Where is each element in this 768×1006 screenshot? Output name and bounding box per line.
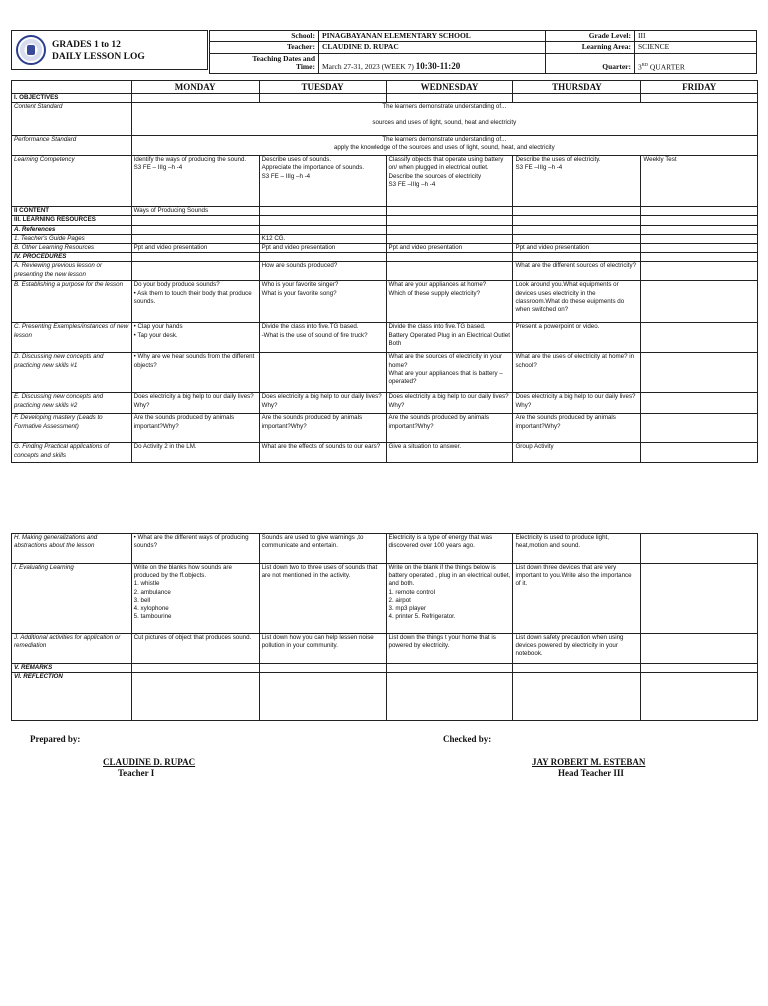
table-row [12,281,758,323]
day-tuesday: TUESDAY [259,81,386,94]
table-row [12,673,758,721]
cell-text: List down three devices that are very important to you.Write also the importance of it. [515,564,632,588]
cell-text: Write on the blanks how sounds are produced by the ff.objects. [133,564,232,580]
day-monday: MONDAY [131,81,259,94]
cell-text: Classify objects that operate using battery on/ when plugged in electrical outlet. [388,156,504,172]
cell-text: -What is the use of sound of fire truck? [261,331,368,339]
purpose-tuesday [259,281,386,323]
procedures-heading: IV. PROCEDURES [12,253,132,262]
lesson-log-table-part1 [11,80,758,463]
table-row [12,243,758,252]
day-thursday: THURSDAY [513,81,641,94]
title-line-2: DAILY LESSON LOG [52,51,145,62]
teacher-label: Teacher: [210,42,319,53]
area-value: SCIENCE [635,42,757,53]
table-row [12,634,758,664]
mastery-tuesday: Are the sounds produced by animals important?Why? [259,414,386,443]
document-title [52,40,145,64]
cell-text: 1. remote control [388,588,435,596]
cell-text: Weekly Test [643,156,677,164]
generalizations-tuesday: Sounds are used to give warnings ,to communicate and entertain. [259,534,386,564]
dates-label-line1: Teaching Dates and [252,53,315,63]
evaluating-monday [131,564,259,634]
practical-tuesday: What are the effects of sounds to our ears? [259,443,386,463]
content-standard-value [131,103,757,136]
evaluating-thursday [513,564,641,634]
reviewing-thursday: What are the different sources of electricity? [513,262,641,281]
table-row [12,216,758,225]
deped-seal-icon [16,35,46,65]
discussing1-wednesday [386,353,513,393]
other-resources-wednesday: Ppt and video presentation [386,243,513,252]
quarter-superscript: RD [641,61,649,67]
performance-standard-label: Performance Standard [12,136,132,156]
table-row [12,262,758,281]
remarks-heading: V. REMARKS [12,664,132,673]
cell-text: Appreciate the importance of sounds. [261,164,365,172]
cell-text: Divide the class into five.TG based. [261,323,359,331]
lesson-log-table-part2 [11,533,758,721]
teacher-value: CLAUDINE D. RUPAC [319,42,546,53]
evaluating-wednesday [386,564,513,634]
cell-text: Divide the class into five.TG based. [388,323,486,331]
cell-text: What is your favorite song? [261,289,337,297]
table-row [12,564,758,634]
generalizations-wednesday: Electricity is a type of energy that was discovered over 100 years ago. [386,534,513,564]
cell-text: 4. printer 5. Refrigerator. [388,613,456,621]
cell-text: Look around you.What equipments or devices uses electricity in the classroom.What do these euipments do when switched on? [515,281,625,313]
quarter-value [635,53,757,73]
generalizations-label: H. Making generalizations and abstractions about the lesson [12,534,132,564]
cell-text: Who is your favorite singer? [261,281,339,289]
cell-text: • Why are we hear sounds from the different objects? [133,353,255,369]
evaluating-label: I. Evaluating Learning [12,564,132,634]
reviewing-label: A. Reviewing previous lesson or presenting the new lesson [12,262,132,281]
table-row [12,94,758,103]
purpose-wednesday [386,281,513,323]
mastery-monday: Are the sounds produced by animals important?Why? [131,414,259,443]
cell-text: What are the uses of electricity at home? in school? [515,353,635,369]
generalizations-thursday: Electricity is used to produce light, heat,motion and sound. [513,534,641,564]
cell-text: 2. airpot [388,596,411,604]
cell-text: Battery Operated Plug in an Electrical Outlet Both [388,331,510,347]
table-row [12,323,758,353]
checked-by-title: Head Teacher III [558,768,624,778]
generalizations-monday: • What are the different ways of producing sounds? [131,534,259,564]
additional-thursday: List down safety precaution when using devices powered by electricity in your notebook. [513,634,641,664]
discussing2-monday: Does electricity a big help to our daily lives?Why? [131,393,259,414]
cell-text: 4. xylophone [133,604,169,612]
table-row [12,393,758,414]
reflection-heading: VI. REFLECTION [12,673,132,721]
cell-text: S3 FE – IIIg –h -4 [261,172,311,180]
competency-friday [641,156,758,207]
cell-text: Identify the ways of producing the sound. [133,156,247,164]
content-standard-label: Content Standard [12,103,132,136]
quarter-text: QUARTER [649,62,685,72]
area-label: Learning Area: [546,42,635,53]
cell-text: Which of these supply electricity? [388,289,481,297]
header-info-table [209,30,757,74]
table-row [12,534,758,564]
cell-text: List down two to three uses of sounds that are not mentioned in the activity. [261,564,378,580]
teachers-guide-tuesday: K12 CG. [259,234,386,243]
cell-text: 3. bell [133,596,151,604]
table-row [12,353,758,393]
quarter-number: 3 [638,62,642,72]
title-line-1: GRADES 1 to 12 [52,40,121,50]
school-label: School: [210,31,319,42]
practical-monday: Do Activity 2 in the LM. [131,443,259,463]
additional-wednesday: List down the things t your home that is powered by electricity. [386,634,513,664]
performance-standard-line1: The learners demonstrate understanding of... [382,136,507,144]
cell-text: 3. mp3 player [388,604,427,612]
practical-thursday: Group Activity [513,443,641,463]
discussing1-label: D. Discussing new concepts and practicing new skills #1 [12,353,132,393]
day-header-row [12,81,758,94]
reviewing-tuesday: How are sounds produced? [259,262,386,281]
cell-text: S3 FE –IIIg –h -4 [515,164,563,172]
table-row [12,253,758,262]
day-wednesday: WEDNESDAY [386,81,513,94]
purpose-monday [131,281,259,323]
table-row [12,225,758,234]
discussing2-tuesday: Does electricity a big help to our daily lives?Why? [259,393,386,414]
presenting-label: C. Presenting Examples/instances of new lesson [12,323,132,353]
competency-tuesday [259,156,386,207]
cell-text: Write on the blank if the things below is battery operated , plug in an electrical outlet, and both. [388,564,511,588]
cell-text: • Clap your hands [133,323,183,331]
table-row [12,103,758,136]
cell-text: What are your appliances that is battery –operated? [388,369,503,385]
other-resources-label: B. Other Learning Resources [12,243,132,252]
table-row [12,136,758,156]
objectives-heading: I. OBJECTIVES [12,94,132,103]
discussing1-monday [131,353,259,393]
other-resources-tuesday: Ppt and video presentation [259,243,386,252]
discussing2-label: E. Discussing new concepts and practicing new skills #2 [12,393,132,414]
presenting-wednesday [386,323,513,353]
dates-value [319,53,546,73]
mastery-wednesday: Are the sounds produced by animals important?Why? [386,414,513,443]
presenting-thursday [513,323,641,353]
prepared-by-name: CLAUDINE D. RUPAC [103,757,196,767]
table-row [12,443,758,463]
cell-text: S3 FE – IIIg –h -4 [133,164,183,172]
checked-by-name: JAY ROBERT M. ESTEBAN [532,757,646,767]
content-standard-line1: The learners demonstrate understanding of... [382,103,507,111]
cell-text: Describe the sources of electricity [388,172,482,180]
cell-text: Do your body produce sounds? [133,281,220,289]
teaching-time: 10:30-11:20 [415,60,461,71]
evaluating-tuesday [259,564,386,634]
discussing2-thursday: Does electricity a big help to our daily lives?Why? [513,393,641,414]
prepared-by-title: Teacher I [118,768,155,778]
cell-text: Describe uses of sounds. [261,156,332,164]
table-row [12,664,758,673]
checked-by-label: Checked by: [443,734,492,744]
day-header-blank [12,81,132,94]
day-friday: FRIDAY [641,81,758,94]
additional-label: J. Additional activities for application or remediation [12,634,132,664]
discussing2-wednesday: Does electricity a big help to our daily lives?Why? [386,393,513,414]
competency-monday [131,156,259,207]
table-row [12,156,758,207]
competency-label: Learning Competency [12,156,132,207]
cell-text: 5. tambourine [133,613,172,621]
competency-wednesday [386,156,513,207]
table-row [12,414,758,443]
additional-monday: Cut pictures of object that produces sound. [131,634,259,664]
references-heading: A. References [12,225,132,234]
cell-text: 1. whistle [133,580,160,588]
content-heading: II CONTENT [12,207,132,216]
content-monday: Ways of Producing Sounds [131,207,259,216]
purpose-thursday [513,281,641,323]
teachers-guide-label: 1. Teacher's Guide Pages [12,234,132,243]
school-value: PINAGBAYANAN ELEMENTARY SCHOOL [319,31,546,42]
grade-value: III [635,31,757,42]
header-logo-box [11,30,208,70]
dates-label-line2: Time: [295,61,315,71]
cell-text: Present a powerpoint or video. [515,323,600,331]
cell-text: S3 FE –IIIg –h -4 [388,180,436,188]
resources-heading: III. LEARNING RESOURCES [12,216,132,225]
presenting-tuesday [259,323,386,353]
discussing1-thursday [513,353,641,393]
practical-label: G. Finding Practical applications of concepts and skills [12,443,132,463]
other-resources-monday: Ppt and video presentation [131,243,259,252]
performance-standard-line2: apply the knowledge of the sources and uses of light, sound, heat, and electricity [333,144,555,152]
quarter-label: Quarter: [546,53,635,73]
cell-text: 2. ambulance [133,588,171,596]
cell-text: Describe the uses of electricity. [515,156,601,164]
mastery-thursday: Are the sounds produced by animals important?Why? [513,414,641,443]
teaching-dates: March 27-31, 2023 (WEEK 7) [322,61,414,71]
dates-label [210,53,319,73]
other-resources-thursday: Ppt and video presentation [513,243,641,252]
cell-text: What are your appliances at home? [388,281,487,289]
cell-text: What are the sources of electricity in your home? [388,353,503,369]
cell-text: • Tap your desk. [133,331,178,339]
grade-label: Grade Level: [546,31,635,42]
table-row [12,207,758,216]
performance-standard-value [131,136,757,156]
purpose-label: B. Establishing a purpose for the lesson [12,281,132,323]
mastery-label: F. Developing mastery (Leads to Formative Assessment) [12,414,132,443]
competency-thursday [513,156,641,207]
practical-wednesday: Give a situation to answer. [386,443,513,463]
content-standard-line2: sources and uses of light, sound, heat and electricity [372,119,517,127]
additional-tuesday: List down how you can help lessen noise pollution in your community. [259,634,386,664]
prepared-by-label: Prepared by: [30,734,81,744]
table-row [12,234,758,243]
presenting-monday [131,323,259,353]
cell-text: • Ask them to touch their body that produce sounds. [133,289,252,305]
